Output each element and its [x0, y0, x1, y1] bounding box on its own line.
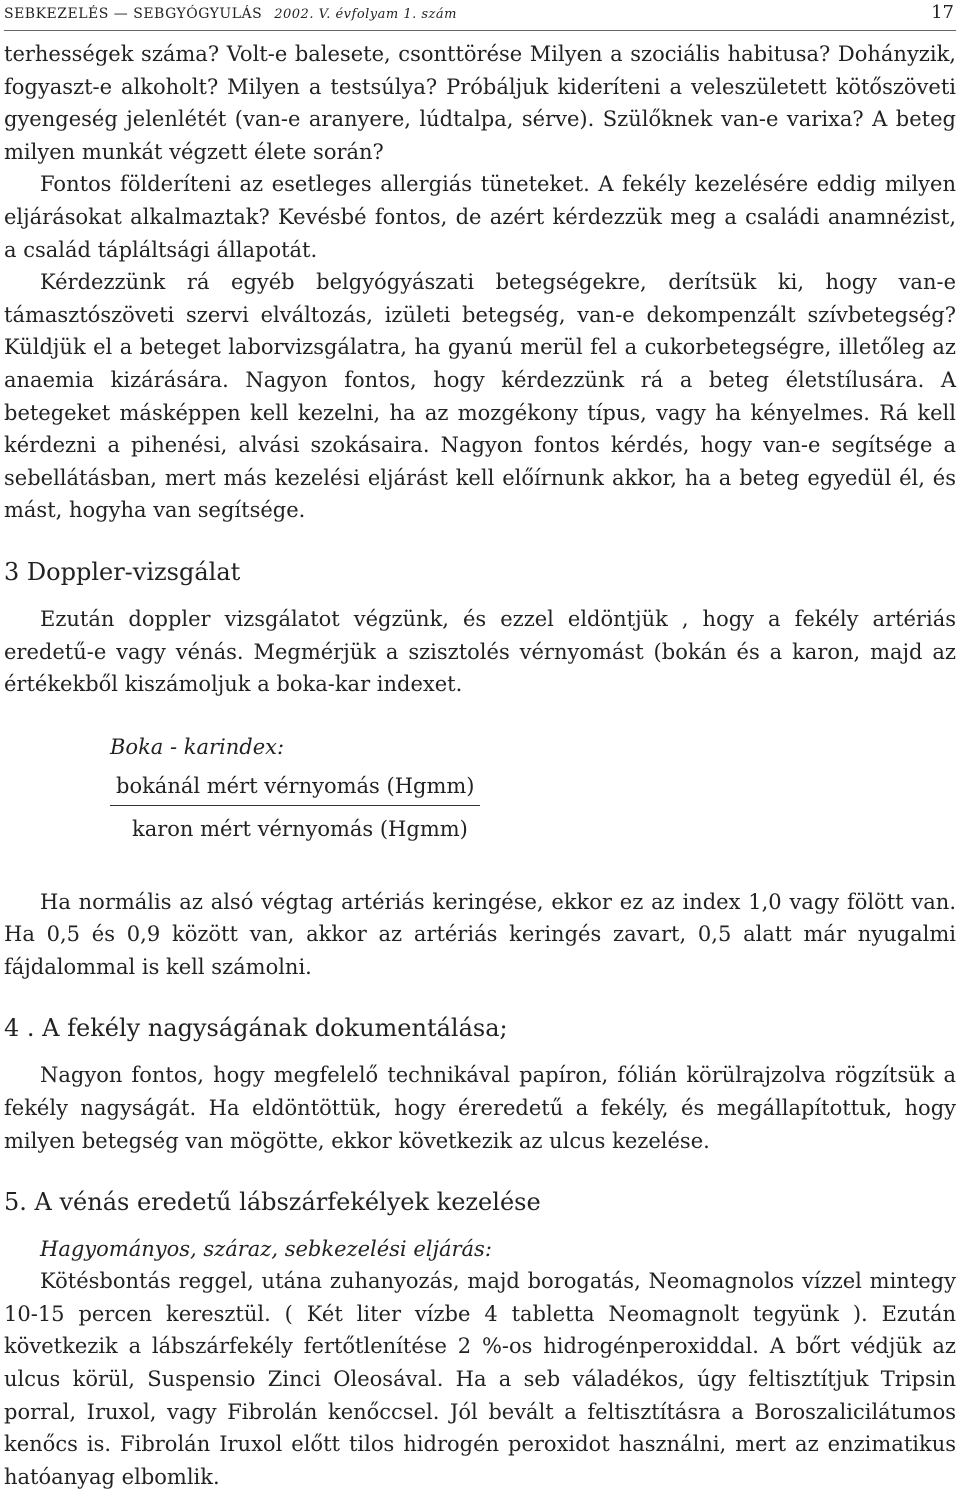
section-heading-venous-ulcer-treatment: 5. A vénás eredetű lábszárfekélyek kezelése: [4, 1188, 541, 1217]
anamnesis-text: [4, 38, 956, 527]
paragraph: Kötésbontás reggel, utána zuhanyozás, majd borogatás, Neomagnolos vízzel mintegy 10-15 percen keresztül. ( Két liter vízbe 4 tabletta Neomagnolt tegyünk ). Ezután következik a lábszárfekély fertőtlenítése 2 %-os hidrogénperoxiddal. A bőrt védjük az ulcus körül, Suspensio Zinci Oleosával. Ha a seb váladékos, úgy feltisztítjuk Tripsin porral, Iruxol, vagy Fibrolán kenőccsel. Jól bevált a feltisztításra a Boroszalicilátumos kenőcs is. Fibrolán Iruxol előtt tilos hidrogén peroxidot használni, mert az enzimatikus hatóanyag elbomlik.: [4, 1269, 956, 1489]
paragraph: Nagyon fontos, hogy megfelelő technikával papíron, fólián körülrajzolva rögzítsük a fekély nagyságát. Ha eldöntöttük, hogy éreredetű a fekély, és megállapítottuk, hogy milyen betegség van mögötte, ekkor következik az ulcus kezelése.: [4, 1063, 956, 1153]
paragraph: Fontos földeríteni az esetleges allergiás tüneteket. A fekély kezelésére eddig milyen eljárásokat alkalmaztak? Kevésbé fontos, de azért kérdezzük meg a családi anamnézist, a család tápláltsági állapotát.: [4, 172, 956, 262]
subheading-dry-treatment: Hagyományos, száraz, sebkezelési eljárás:: [40, 1237, 492, 1262]
fraction-denominator: karon mért vérnyomás (Hgmm): [132, 816, 468, 841]
running-header: [4, 0, 956, 26]
fraction: [110, 769, 480, 846]
ankle-brachial-index-formula: [110, 731, 956, 846]
page-number: 17: [931, 2, 954, 23]
paragraph: Kérdezzünk rá egyéb belgyógyászati betegségekre, derítsük ki, hogy van-e támasztószöveti szervi elváltozás, izületi betegség, van-e dekompenzált szívbetegség? Küldjük el a beteget laborvizsgálatra, ha gyanú merül fel a cukorbetegségre, illetőleg az anaemia kizárására. Nagyon fontos, hogy kérdezzünk rá a beteg életstílusára. A betegeket másképpen kell kezelni, ha az mozgékony típus, vagy ha kényelmes. Rá kell kérdezni a pihenési, alvási szokásaira. Nagyon fontos kérdés, hogy van-e segítsége a sebellátásban, mert más kezelési eljárást kell előírnunk akkor, ha a beteg egyedül él, és mást, hogyha van segítsége.: [4, 270, 956, 523]
formula-label: Boka - karindex:: [110, 734, 285, 759]
paragraph: Ezután doppler vizsgálatot végzünk, és ezzel eldöntjük , hogy a fekély artériás eredetű-e vagy vénás. Megmérjük a szisztolés vérnyomást (bokán és a karon, majd az értékekből kiszámoljuk a boka-kar indexet.: [4, 606, 956, 697]
section-heading-documentation: 4 . A fekély nagyságának dokumentálása;: [4, 1014, 508, 1043]
paragraph: terhességek száma? Volt-e balesete, csonttörése Milyen a szociális habitusa? Dohányzik, fogyaszt-e alkoholt? Milyen a testsúlya? Próbáljuk kideríteni a veleszületett kötőszöveti gyengeség jelenlétét (van-e aranyere, lúdtalpa, sérve). Szülőknek van-e varixa? A beteg milyen munkát végzett élete során?: [4, 42, 956, 164]
section-heading-doppler: 3 Doppler-vizsgálat: [4, 557, 241, 586]
paragraph: Ha normális az alsó végtag artériás keringése, ekkor ez az index 1,0 vagy fölött van. Ha 0,5 és 0,9 között van, akkor az artériás keringés zavart, 0,5 alatt már nyugalmi fájdalommal is kell számolni.: [4, 889, 956, 979]
fraction-numerator: bokánál mért vérnyomás (Hgmm): [110, 769, 480, 806]
header-journal-info: [4, 6, 457, 22]
header-rule: [4, 30, 956, 31]
journal-title: SEBKEZELÉS — SEBGYÓGYULÁS: [4, 6, 263, 22]
issue-info: 2002. V. évfolyam 1. szám: [274, 7, 457, 22]
